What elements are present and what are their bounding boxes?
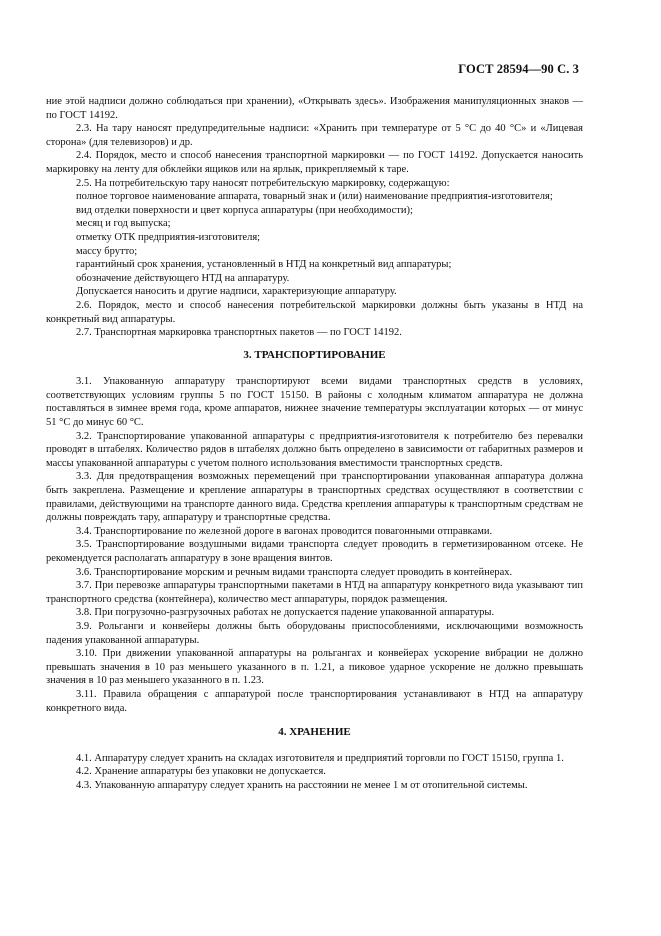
marking-item: массу брутто; xyxy=(76,245,138,257)
marking-item: месяц и год выпуска; xyxy=(76,218,171,230)
paragraph-3-4: 3.4. Транспортирование по железной дороге в вагонах проводится повагонными отправками. xyxy=(76,525,493,537)
paragraph-3-11: 3.11. Правила обращения с аппаратурой после транспортирования устанавливают в НТД на аппаратуру конкретного вида. xyxy=(46,688,583,714)
paragraph-3-7: 3.7. При перевозке аппаратуры транспортными пакетами в НТД на аппаратуру конкретного вида указывают тип транспортного средства (контейнера), количество мест аппаратуры, порядок размещения. xyxy=(46,580,583,605)
paragraph-3-3: 3.3. Для предотвращения возможных перемещений при транспортировании упакованная аппаратура должна быть закреплена. Размещение и крепление аппаратуры в транспортных средствах осуществляют в соответствии с правилами, действующими на транспорте данного вида. Средства крепления аппаратуры к транспортным средствам не должны повреждать тару, аппаратуру и транспортные средства. xyxy=(46,471,583,524)
paragraph-3-8: 3.8. При погрузочно-разгрузочных работах не допускается падение упакованной аппаратуры. xyxy=(76,607,495,619)
section-heading-storage: 4. ХРАНЕНИЕ xyxy=(278,726,351,739)
paragraph-3-6: 3.6. Транспортирование морским и речным видами транспорта следует проводить в контейнерах. xyxy=(76,566,513,578)
paragraph-4-2: 4.2. Хранение аппаратуры без упаковки не допускается. xyxy=(76,766,326,778)
paragraph-2-3: 2.3. На тару наносят предупредительные надписи: «Хранить при температуре от 5 °С до 40 °С» и «Лицевая сторона» (для телевизоров) и др. xyxy=(46,123,583,148)
paragraph-3-9: 3.9. Рольганги и конвейеры должны быть оборудованы приспособлениями, исключающими возможность падения упакованной аппаратуры. xyxy=(46,620,583,646)
paragraph-2-6: 2.6. Порядок, место и способ нанесения потребительской маркировки должны быть указаны в НТД на конкретный вид аппаратуры. xyxy=(46,299,583,325)
section-heading-transport: 3. ТРАНСПОРТИРОВАНИЕ xyxy=(243,348,386,361)
paragraph-3-2: 3.2. Транспортирование упакованной аппаратуры с предприятия-изготовителя к потребителю без перевалки проводят в штабелях. Количество рядов в штабелях должно быть определено в зависимости от габаритных размеров и массы упакованной аппаратуры с учетом полного использования вместимости транспортных средств. xyxy=(46,430,583,469)
paragraph-continuation: ние этой надписи должно соблюдаться при хранении), «Открывать здесь». Изображения манипуляционных знаков — по ГОСТ 14192. xyxy=(46,96,583,121)
marking-item: полное торговое наименование аппарата, товарный знак и (или) наименование предприятия-изготовителя; xyxy=(76,191,553,203)
paragraph-3-5: 3.5. Транспортирование воздушными видами транспорта следует проводить в герметизированном отсеке. Не рекомендуется располагать аппаратуру в зоне вращения винтов. xyxy=(46,539,583,564)
paragraph-3-10: 3.10. При движении упакованной аппаратуры на рольгангах и конвейерах ускорение вибрации не должно превышать значения в 10 раз меньшего указанного в п. 1.21, а пиковое ударное ускорение не должно превышать значения в 10 раз меньшего указанного в п. 1.23. xyxy=(46,648,583,687)
marking-item: отметку ОТК предприятия-изготовителя; xyxy=(76,231,261,243)
page-header: ГОСТ 28594—90 С. 3 xyxy=(458,62,579,76)
paragraph-3-1: 3.1. Упакованную аппаратуру транспортируют всеми видами транспортных средств в условиях, соответствующих условиям группы 5 по ГОСТ 15150. В районы с холодным климатом аппаратура не должна поставляться в зимнее время года, кроме аппаратов, нижнее значение температуры эксплуатации которых — от минус 51 °С до минус 60 °С. xyxy=(46,376,583,429)
paragraph-2-4: 2.4. Порядок, место и способ нанесения транспортной маркировки — по ГОСТ 14192. Допускается наносить маркировку на ленту для обклейки ящиков или на ярлык, прикрепляемый к таре. xyxy=(46,150,583,175)
paragraph-4-1: 4.1. Аппаратуру следует хранить на складах изготовителя и предприятий торговли по ГОСТ 15150, группа 1. xyxy=(76,752,564,764)
paragraph-4-3: 4.3. Упакованную аппаратуру следует хранить на расстоянии не менее 1 м от отопительной системы. xyxy=(76,779,528,791)
paragraph-2-7: 2.7. Транспортная маркировка транспортных пакетов — по ГОСТ 14192. xyxy=(76,327,402,339)
marking-item: обозначение действующего НТД на аппаратуру. xyxy=(76,272,290,284)
page-content xyxy=(46,95,583,793)
marking-item: гарантийный срок хранения, установленный в НТД на конкретный вид аппаратуры; xyxy=(76,259,452,271)
paragraph-2-5: 2.5. На потребительскую тару наносят потребительскую маркировку, содержащую: xyxy=(76,177,450,189)
marking-item: вид отделки поверхности и цвет корпуса аппаратуры (при необходимости); xyxy=(76,204,413,216)
marking-item: Допускается наносить и другие надписи, характеризующие аппаратуру. xyxy=(76,286,397,298)
